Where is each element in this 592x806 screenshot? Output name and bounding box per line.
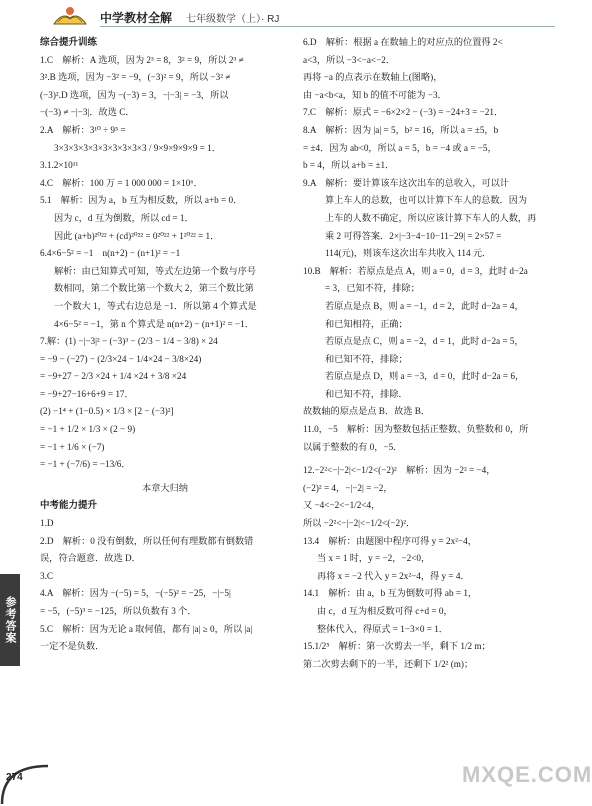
answer-line: 所以 −2²<−|−2|<−1/2<(−2)²．: [303, 518, 416, 529]
answer-line: 和已知不符，排除；: [325, 353, 408, 364]
page-number: 274: [6, 772, 23, 783]
answer-line: 4×6−5² = −1，第 n 个算式是 n(n+2) − (n+1)² = −1．: [54, 318, 254, 329]
answer-line: = −9+27 − 2/3 ×24 + 1/4 ×24 + 3/8 ×24: [40, 371, 187, 382]
answer-line: 和已知相符，正确；: [325, 318, 408, 329]
answer-line: 又 −4<−2<−1/2<4，: [303, 500, 381, 511]
answer-line: (2) −1⁴ + (1−0.5) × 1/3 × [2 − (−3)²]: [40, 406, 174, 417]
answer-line: 中考能力提升: [40, 500, 98, 512]
answer-line: 4.A 解析：因为 −(−5) = 5，−(−5)² = −25，−|−5|: [40, 588, 231, 599]
book-logo-icon: [50, 4, 90, 30]
page-corner-arc: [0, 760, 50, 806]
answer-line: 整体代入，得原式 = 1−3×0 = 1．: [317, 623, 448, 634]
answer-line: 由 c，d 互为相反数可得 c+d = 0，: [317, 606, 453, 616]
answer-line: 和已知不符，排除．: [325, 388, 408, 399]
answer-line: a<3，所以 −3<−a<−2．: [303, 54, 396, 65]
answer-line: 若原点是点 B，则 a = −1，d = 2，此时 d−2a = 4，: [325, 300, 524, 311]
answer-line: 当 x = 1 时，y = −2，−2<0，: [317, 553, 431, 564]
book-title: 中学教材全解: [100, 11, 173, 25]
answer-line: = −9 − (−27) − (2/3×24 − 1/4×24 − 3/8×24): [40, 353, 202, 364]
answer-line: 3.1.2×10¹¹: [40, 160, 79, 171]
answer-line: 9.A 解析：要计算该车这次出车的总收入，可以计: [303, 177, 509, 188]
answer-line: (−2)² = 4，−|−2| = −2，: [303, 482, 393, 493]
answer-line: (−3)².D 选项，因为 −(−3) = 3，−|−3| = −3，所以: [40, 89, 229, 100]
answer-line: 3.C: [40, 570, 54, 581]
answer-line: 114(元)，则该车这次出车共收入 114 元．: [325, 248, 492, 259]
answer-line: 数相同，第二个数比第一个数大 2，第三个数比第: [54, 283, 254, 294]
answer-line: 2.A 解析：3¹⁰ ÷ 9⁵ =: [40, 124, 126, 135]
answer-line: 若原点是点 D，则 a = −3，d = 0，此时 d−2a = 6，: [325, 371, 525, 382]
answer-line: 6.D 解析：根据 a 在数轴上的对应点的位置得 2<: [303, 37, 503, 47]
answer-line: 上车的人数不确定，所以应该计算下车人的人数，再: [325, 212, 537, 223]
answer-line: 综合提升训练: [40, 37, 98, 48]
answer-line: 3².B 选项，因为 −3² = −9，(−3)² = 9，所以 −3² ≠: [40, 72, 231, 83]
answer-line: 解析：由已知算式可知，等式左边第一个数与序号: [54, 265, 257, 276]
header-rule: [100, 26, 555, 27]
answer-line: 14.1 解析：由 a，b 互为倒数可得 ab = 1，: [303, 588, 478, 599]
answer-line: 若原点是点 C，则 a = −2，d = 1，此时 d−2a = 5，: [325, 336, 524, 347]
answer-line: −(−3) ≠ −|−3|．故选 C．: [40, 107, 135, 118]
answer-line: = −1 + 1/2 × 1/3 × (2 − 9): [40, 424, 136, 435]
left-column: [40, 34, 290, 656]
answer-line: 一定不是负数．: [40, 641, 105, 652]
answer-line: 6.4×6−5² = −1 n(n+2) − (n+1)² = −1: [40, 248, 181, 259]
answer-line: = −5，(−5)³ = −125，所以负数有 3 个．: [40, 606, 197, 616]
answer-line: 再将 x = −2 代入 y = 2x²−4，得 y = 4．: [317, 570, 470, 581]
answer-line: 7.解：(1) −|−3|² − (−3)³ − (2/3 − 1/4 − 3/8) × 24: [40, 336, 218, 347]
answer-line: = −1 + (−7/6) = −13/6．: [40, 459, 131, 470]
answer-line: 5.1 解析：因为 a，b 互为相反数，所以 a+b = 0．: [40, 195, 243, 206]
answer-line: 算上车人的总数，也可以计算下车人的总数．因为: [325, 195, 528, 206]
answer-line: 12.−2²<−|−2|<−1/2<(−2)² 解析：因为 −2² = −4，: [303, 465, 496, 476]
answer-line: = ±4．因为 ab<0，所以 a = 5，b = −4 或 a = −5，: [303, 142, 497, 153]
answer-line: 本章大归纳: [142, 482, 188, 493]
answer-line: 1.C 解析：A 选项，因为 2³ = 8，3² = 9，所以 2³ ≠: [40, 54, 244, 65]
right-column: [303, 34, 555, 673]
answer-line: 2.D 解析：0 没有倒数，所以任何有理数都有倒数错: [40, 535, 254, 546]
page-header: [0, 0, 565, 34]
answer-line: b = 4，所以 a+b = ±1．: [303, 160, 395, 171]
answer-line: = 3，已知不符，排除；: [325, 283, 420, 294]
answer-line: 由 −a<b<a，知 b 的值不可能为 −3．: [303, 89, 447, 100]
answer-line: 一个数大 1，等式右边总是 −1．所以第 4 个算式是: [54, 300, 257, 311]
answers-side-tab: 参考答案: [0, 574, 20, 666]
answer-line: 11.0，−5 解析：因为整数包括正整数、负整数和 0，所: [303, 424, 529, 435]
answer-line: 3×3×3×3×3×3×3×3×3×3 / 9×9×9×9×9 = 1．: [54, 142, 221, 153]
answer-line: 再将 −a 的点表示在数轴上(图略)，: [303, 72, 443, 83]
answer-line: 7.C 解析：原式 = −6×2×2 − (−3) = −24+3 = −21．: [303, 107, 504, 118]
book-subtitle: 七年级数学（上）· RJ: [186, 14, 280, 25]
answer-line: 因此 (a+b)²⁰²² + (cd)²⁰²² = 0²⁰²² + 1²⁰²² = 1．: [54, 230, 220, 241]
answer-line: 第二次剪去剩下的一半，还剩下 1/2² (m)；: [303, 658, 474, 669]
answer-line: 15.1/2⁵ 解析：第一次剪去一半，剩下 1/2 m；: [303, 641, 491, 652]
answer-line: = −9+27−16+6+9 = 17．: [40, 388, 134, 399]
answer-line: 5.C 解析：因为无论 a 取何值，都有 |a| ≥ 0，所以 |a|: [40, 623, 253, 634]
answer-line: 乘 2 可得答案．2×|−3−4−10−11−29| = 2×57 =: [325, 230, 502, 241]
answer-line: 误，符合题意．故选 D．: [40, 553, 141, 564]
answer-line: 以属于整数的有 0，−5．: [303, 441, 403, 452]
answer-line: 8.A 解析：因为 |a| = 5，b² = 16，所以 a = ±5，b: [303, 124, 499, 135]
answer-line: 13.4 解析：由题图中程序可得 y = 2x²−4，: [303, 535, 477, 546]
answer-line: = −1 + 1/6 × (−7): [40, 441, 105, 452]
watermark: MXQE.COM: [462, 762, 592, 787]
answer-line: 因为 c，d 互为倒数，所以 cd = 1．: [54, 212, 194, 223]
answer-line: 10.B 解析：若原点是点 A，则 a = 0，d = 3，此时 d−2a: [303, 265, 528, 276]
answer-line: 4.C 解析：100 万 = 1 000 000 = 1×10⁶．: [40, 177, 203, 188]
answer-line: 1.D: [40, 518, 54, 529]
answer-line: 故数轴的原点是点 B．故选 B．: [303, 406, 431, 417]
